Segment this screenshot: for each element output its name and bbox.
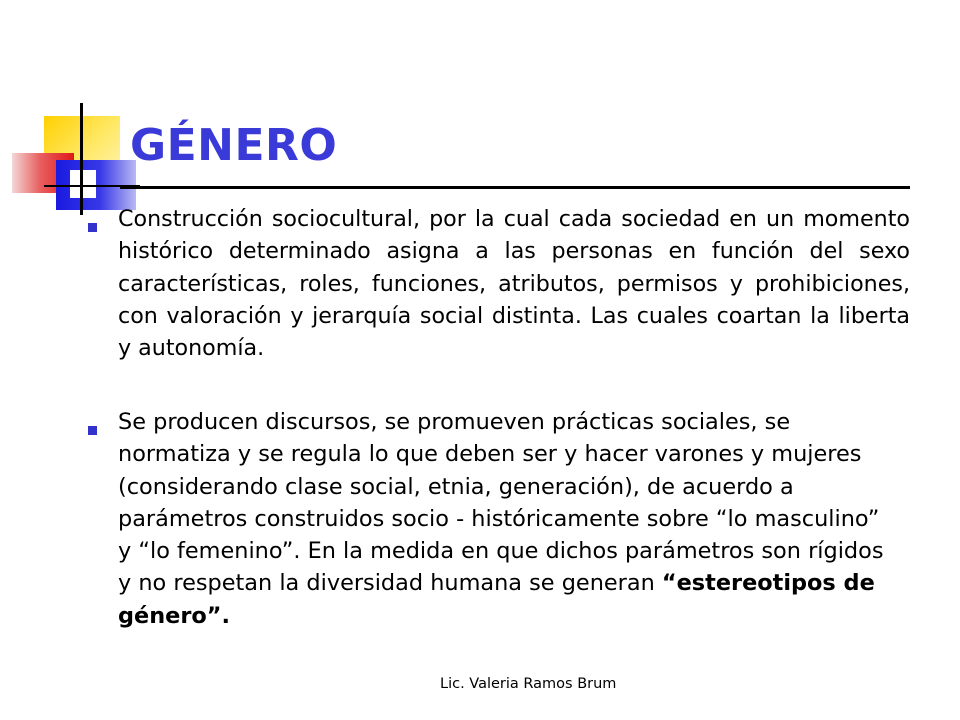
bullet-text-2-regular: Se producen discursos, se promueven prácticas sociales, se normatiza y se regula lo que deben ser y hacer varones y mujeres (considerando clase social, etnia, generación), de acuerdo a parámetros construidos socio - históricamente sobre “lo masculino” y “lo femenino”. En la medida en que dichos parámetros son rígidos y no respetan la diversidad humana se generan bbox=[118, 409, 884, 597]
logo-vertical-line bbox=[80, 103, 83, 215]
bullet-text-2 bbox=[118, 406, 898, 632]
bullet-text-2-bold: “estereotipos de género”. bbox=[118, 570, 875, 629]
bullet-text-1: Construcción sociocultural, por la cual cada sociedad en un momento histórico determinado asigna a las personas en función del sexo características, roles, funciones, atributos, permisos y prohibiciones, con valoración y jerarquía social distinta. Las cuales coartan la liberta y autonomía. bbox=[118, 206, 910, 362]
bullet-square-icon bbox=[88, 223, 97, 232]
slide-title: GÉNERO bbox=[130, 120, 338, 171]
title-underline bbox=[120, 186, 910, 189]
logo-white-square bbox=[70, 170, 96, 198]
bullet-square-icon bbox=[88, 426, 97, 435]
footer-author: Lic. Valeria Ramos Brum bbox=[440, 676, 617, 692]
